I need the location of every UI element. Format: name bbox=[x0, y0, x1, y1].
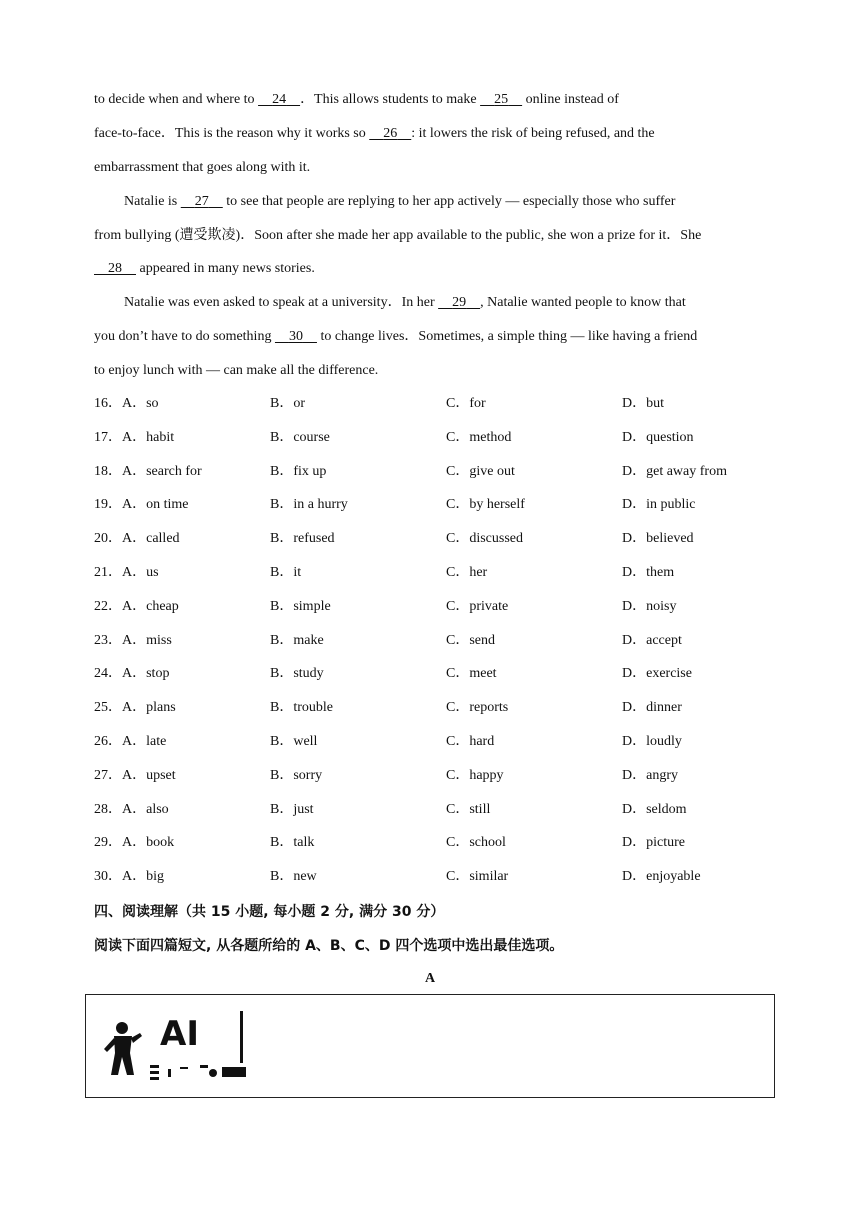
question-row bbox=[94, 834, 774, 852]
question-option-a bbox=[94, 801, 169, 819]
passage-line-9: to enjoy lunch with — can make all the difference. bbox=[94, 363, 379, 378]
question-option-c: C．hard bbox=[446, 734, 495, 749]
question-row bbox=[94, 530, 774, 548]
passage-line-6: 28 appeared in many news stories. bbox=[94, 260, 315, 278]
question-option-c: C．private bbox=[446, 598, 509, 614]
question-option-b: B．or bbox=[270, 396, 305, 411]
text: ．This allows students to make bbox=[300, 92, 481, 107]
question-number: 17． bbox=[94, 429, 122, 445]
question-number: 24． bbox=[94, 666, 122, 682]
question-number: 29． bbox=[94, 835, 122, 851]
question-row bbox=[94, 801, 774, 819]
question-option-b: B．in a hurry bbox=[270, 497, 348, 513]
option-text: A．book bbox=[122, 835, 175, 851]
question-option-d: D．seldom bbox=[622, 801, 687, 817]
question-number: 30． bbox=[94, 869, 122, 885]
question-number: 22． bbox=[94, 598, 122, 614]
question-option-a bbox=[94, 868, 164, 886]
option-text: A．search for bbox=[122, 463, 202, 479]
question-option-b: B．refused bbox=[270, 531, 335, 547]
passage-label: A bbox=[424, 971, 436, 986]
option-text: A．upset bbox=[122, 767, 176, 783]
text: to decide when and where to bbox=[94, 92, 259, 107]
section-instruction: 阅读下面四篇短文, 从各题所给的 A、B、C、D 四个选项中选出最佳选项。 bbox=[94, 938, 564, 954]
question-option-d: D．enjoyable bbox=[622, 869, 701, 885]
question-option-d: D．loudly bbox=[622, 734, 682, 749]
question-option-b: B．simple bbox=[270, 598, 331, 614]
question-option-a bbox=[94, 733, 166, 751]
question-option-a bbox=[94, 564, 159, 582]
blank-25: 25 bbox=[494, 92, 509, 107]
question-option-d: D．but bbox=[622, 396, 664, 411]
question-option-b: B．new bbox=[270, 869, 317, 885]
blank-27: 27 bbox=[194, 194, 209, 209]
question-option-a bbox=[94, 598, 179, 616]
question-number: 27． bbox=[94, 767, 122, 783]
question-option-a bbox=[94, 429, 174, 447]
question-option-c: C．happy bbox=[446, 767, 504, 783]
question-option-d: D．picture bbox=[622, 835, 685, 851]
question-option-d: D．dinner bbox=[622, 700, 682, 716]
question-option-b: B．trouble bbox=[270, 700, 333, 716]
question-row bbox=[94, 598, 774, 616]
question-option-c: C．send bbox=[446, 632, 495, 648]
option-text: A．plans bbox=[122, 700, 176, 716]
question-option-b: B．well bbox=[270, 734, 318, 749]
question-row bbox=[94, 632, 774, 650]
question-row bbox=[94, 496, 774, 514]
option-text: A．cheap bbox=[122, 598, 179, 614]
option-text: A．called bbox=[122, 531, 180, 547]
question-option-c: C．method bbox=[446, 429, 512, 445]
question-number: 25． bbox=[94, 700, 122, 716]
question-number: 20． bbox=[94, 531, 122, 547]
question-option-a bbox=[94, 463, 202, 481]
blank-29: 29 bbox=[452, 295, 467, 310]
question-option-b: B．just bbox=[270, 801, 314, 817]
question-option-b: B．fix up bbox=[270, 463, 327, 479]
question-option-d: D．believed bbox=[622, 531, 694, 547]
option-text: A．so bbox=[122, 396, 159, 411]
question-option-c: C．her bbox=[446, 565, 488, 580]
blank-26: 26 bbox=[383, 126, 398, 141]
option-text: A．big bbox=[122, 869, 164, 885]
blank-28: 28 bbox=[108, 261, 122, 276]
question-row bbox=[94, 463, 774, 481]
question-option-d: D．in public bbox=[622, 497, 696, 513]
question-row bbox=[94, 429, 774, 447]
question-option-d: D．them bbox=[622, 565, 675, 580]
blank-24: 24 bbox=[272, 92, 287, 107]
option-text: A．on time bbox=[122, 497, 189, 513]
option-text: A．stop bbox=[122, 666, 170, 682]
text: online instead of bbox=[522, 92, 619, 107]
question-number: 28． bbox=[94, 801, 122, 817]
question-option-b: B．make bbox=[270, 632, 324, 648]
option-text: A．habit bbox=[122, 429, 175, 445]
question-option-a bbox=[94, 699, 176, 717]
question-row bbox=[94, 665, 774, 683]
svg-text:AI: AI bbox=[160, 1014, 199, 1054]
question-option-d: D．get away from bbox=[622, 463, 727, 479]
question-row bbox=[94, 699, 774, 717]
question-option-d: D．question bbox=[622, 429, 694, 445]
question-option-a bbox=[94, 632, 172, 650]
question-row bbox=[94, 733, 774, 751]
question-option-c: C．discussed bbox=[446, 531, 523, 547]
question-option-a bbox=[94, 530, 180, 548]
passage-line-8: you don’t have to do something 30 to change lives．Sometimes, a simple thing — like having a friend bbox=[94, 329, 698, 344]
question-number: 16． bbox=[94, 396, 122, 411]
question-option-c: C．by herself bbox=[446, 497, 525, 513]
question-option-d: D．exercise bbox=[622, 666, 692, 682]
question-option-b: B．it bbox=[270, 565, 302, 580]
question-option-d: D．angry bbox=[622, 767, 678, 783]
question-number: 23． bbox=[94, 632, 122, 648]
question-option-c: C．still bbox=[446, 801, 491, 817]
question-option-c: C．for bbox=[446, 396, 486, 411]
question-option-b: B．study bbox=[270, 666, 324, 682]
question-option-b: B．course bbox=[270, 429, 330, 445]
passage-line-7: Natalie was even asked to speak at a university．In her 29 , Natalie wanted people to know that bbox=[124, 295, 686, 310]
question-option-a bbox=[94, 834, 174, 852]
section-title: 四、阅读理解（共 15 小题, 每小题 2 分, 满分 30 分） bbox=[94, 904, 445, 920]
passage-line-5: from bullying (遭受欺凌)．Soon after she made her app available to the public, she won a prize for it．She bbox=[94, 228, 702, 243]
blank-30: 30 bbox=[288, 329, 303, 344]
question-option-c: C．school bbox=[446, 835, 506, 851]
question-option-d: D．noisy bbox=[622, 598, 677, 614]
passage-line-1 bbox=[94, 91, 619, 109]
option-text: A．also bbox=[122, 801, 169, 817]
question-option-c: C．meet bbox=[446, 666, 497, 682]
question-option-a bbox=[94, 665, 169, 683]
question-option-c: C．reports bbox=[446, 700, 509, 716]
question-number: 26． bbox=[94, 734, 122, 749]
passage-line-4: Natalie is 27 to see that people are replying to her app actively — especially those who suffer bbox=[124, 194, 676, 209]
ai-logo-image bbox=[100, 1003, 250, 1081]
question-option-c: C．give out bbox=[446, 463, 515, 479]
question-option-c: C．similar bbox=[446, 869, 509, 885]
question-row bbox=[94, 868, 774, 886]
passage-line-3: embarrassment that goes along with it. bbox=[94, 160, 311, 175]
question-option-b: B．talk bbox=[270, 835, 315, 851]
question-row bbox=[94, 564, 774, 582]
passage-line-2: face-to-face．This is the reason why it works so 26 : it lowers the risk of being refused, and the bbox=[94, 126, 655, 141]
question-option-b: B．sorry bbox=[270, 767, 323, 783]
option-text: A．us bbox=[122, 565, 159, 580]
question-row bbox=[94, 395, 774, 413]
question-number: 21． bbox=[94, 565, 122, 580]
question-number: 18． bbox=[94, 463, 122, 479]
question-option-a bbox=[94, 395, 159, 413]
option-text: A．late bbox=[122, 734, 167, 749]
question-number: 19． bbox=[94, 497, 122, 513]
option-text: A．miss bbox=[122, 632, 172, 648]
question-option-a bbox=[94, 496, 189, 514]
question-option-d: D．accept bbox=[622, 632, 682, 648]
question-row bbox=[94, 767, 774, 785]
question-option-a bbox=[94, 767, 176, 785]
